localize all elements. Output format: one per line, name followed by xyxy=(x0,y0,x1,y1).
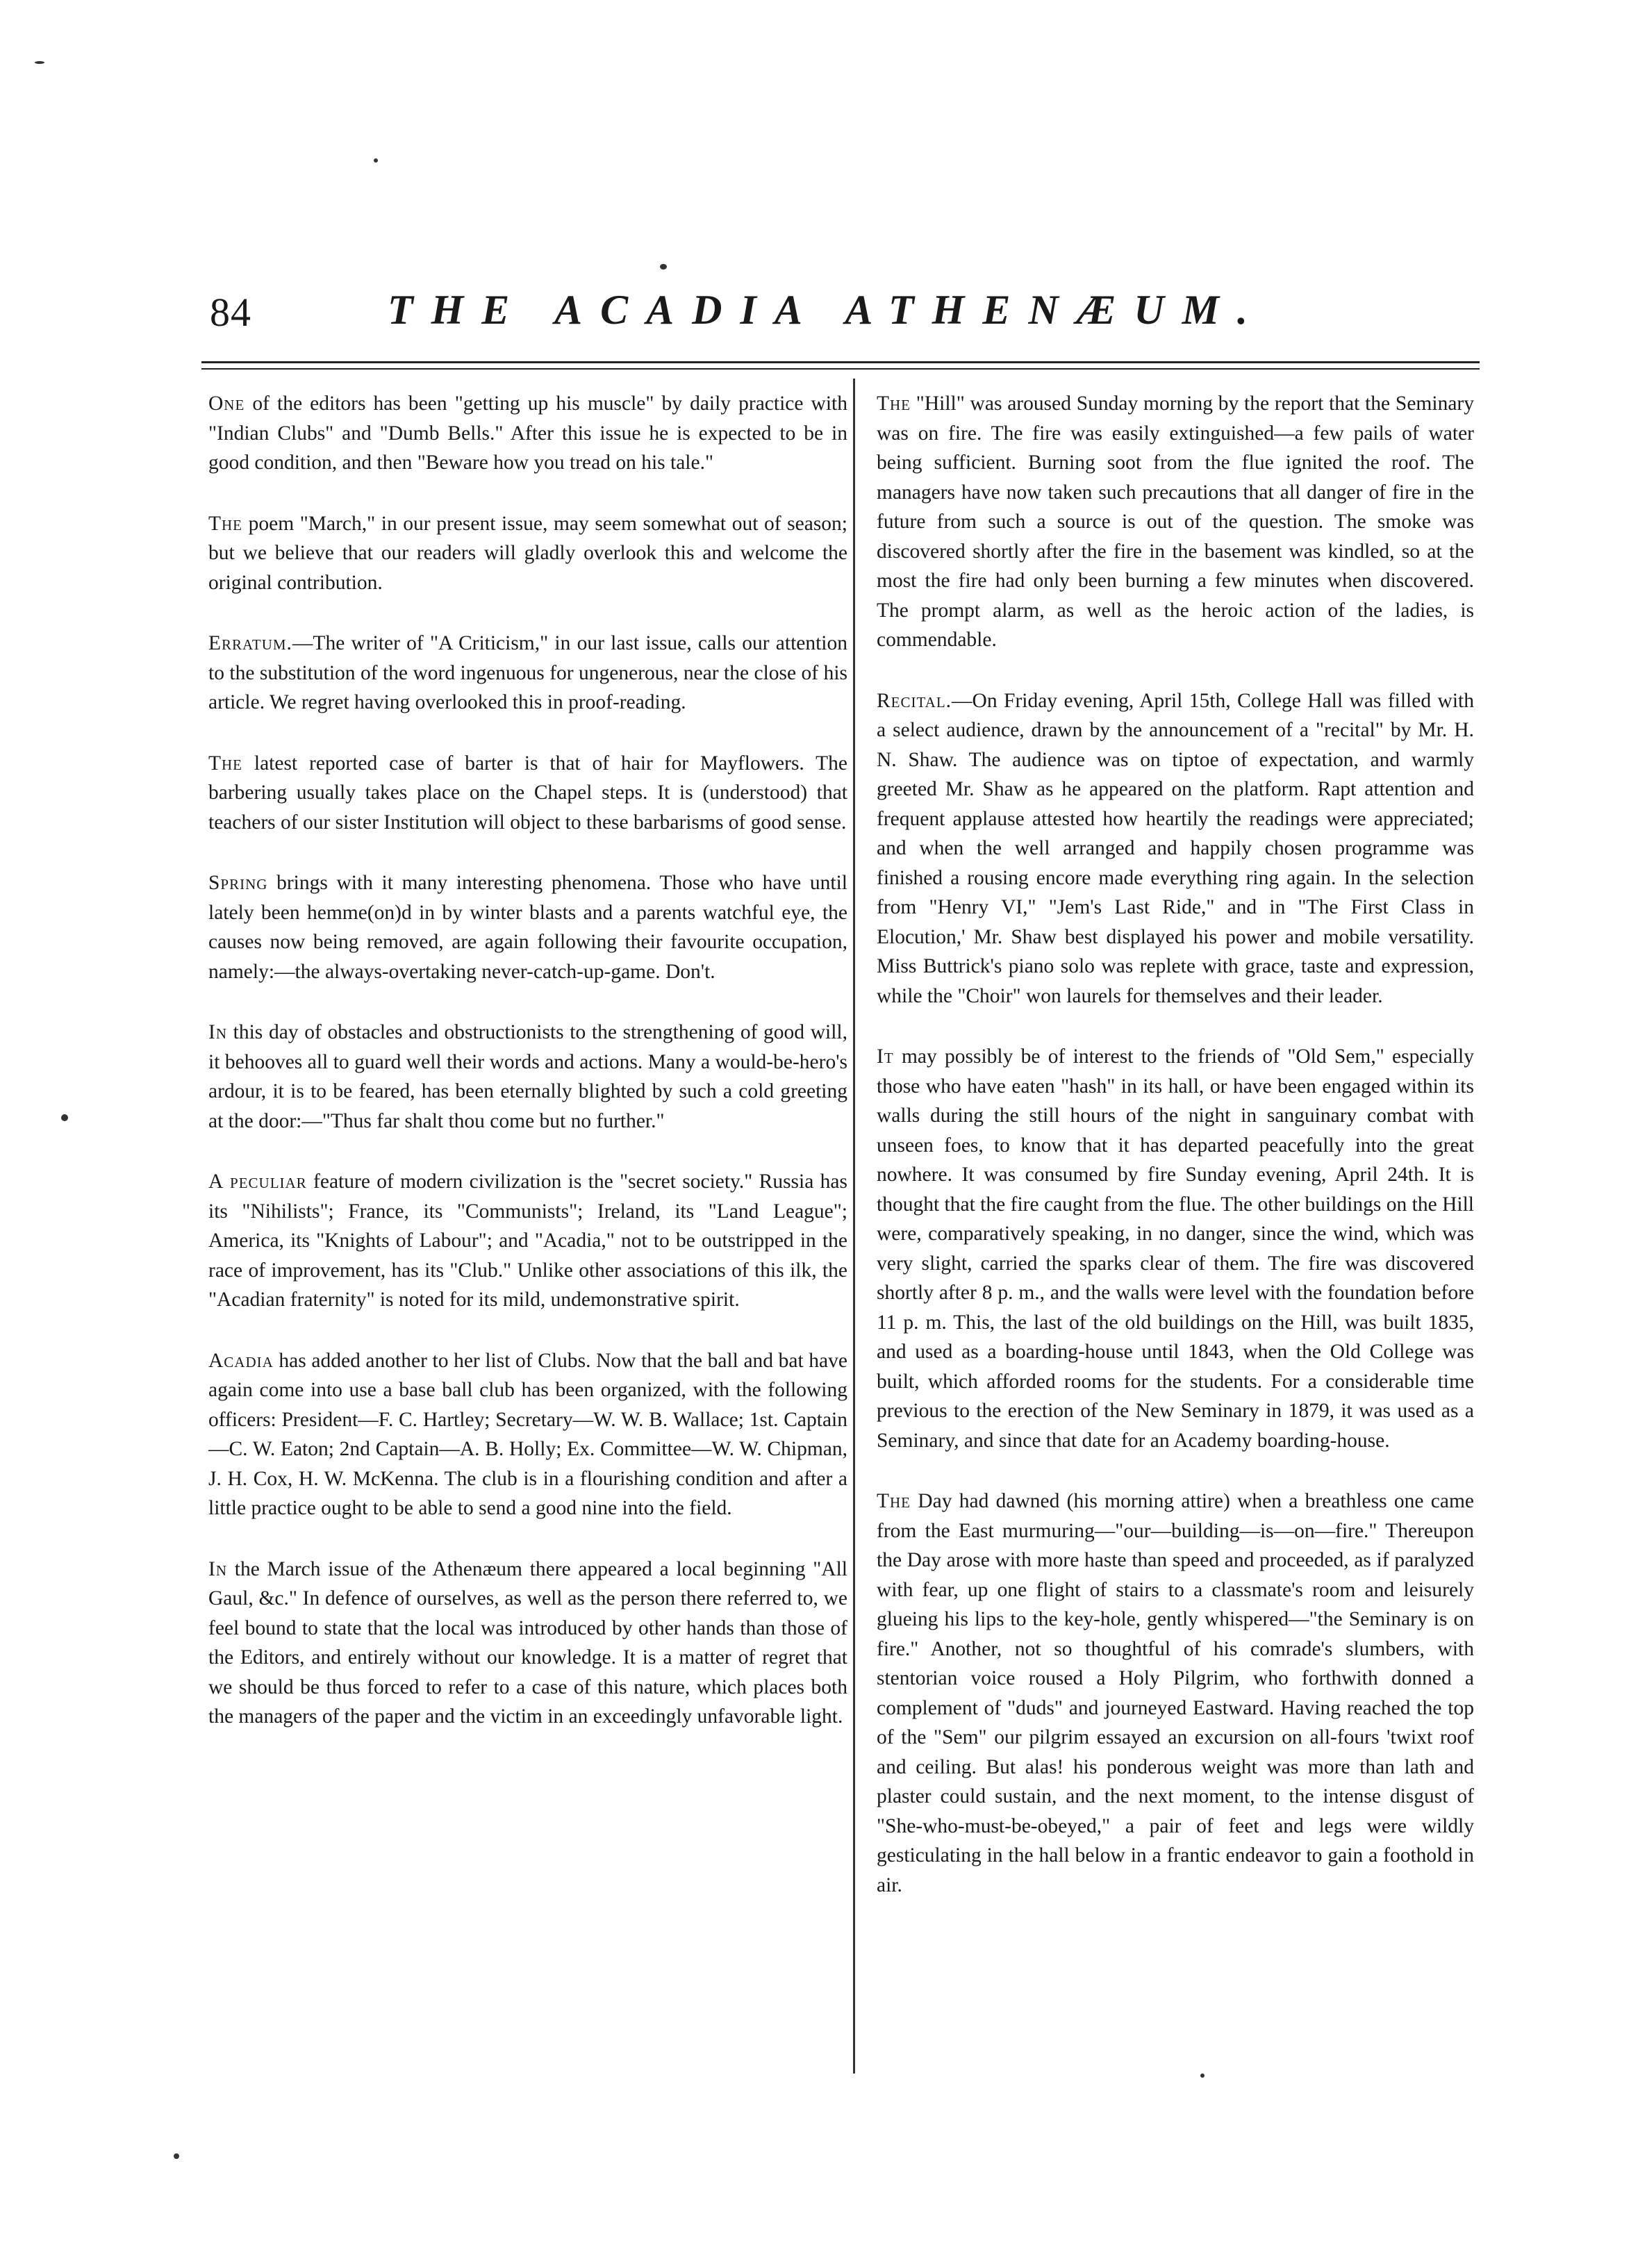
paragraph-lead: The xyxy=(208,512,243,535)
column-divider xyxy=(853,379,855,2074)
paragraph-lead: In xyxy=(208,1021,227,1043)
left-column-paragraph xyxy=(208,389,847,478)
paragraph-text: may possibly be of interest to the friends of "Old Sem," especially those who have eaten "hash" in its hall, or have been engaged within its walls during the still hours of the night in sanguinary combat with unseen foes, to know that it has departed peacefully into the great nowhere. It was consumed by fire Sunday evening, April 24th. It is thought that the fire caught from the flue. The other buildings on the Hill were, comparatively speaking, in no danger, since the wind, which was very slight, carried the sparks clear of them. The fire was discovered shortly after 8 p. m., and the walls were level with the foundation before 11 p. m. This, the last of the old buildings on the Hill, was built 1835, and used as a boarding-house until 1843, when the Old College was built, which afforded rooms for the students. For a considerable time previous to the erection of the New Seminary in 1879, it was used as a Seminary, and since that date for an Academy boarding-house. xyxy=(877,1045,1474,1452)
left-column-paragraph xyxy=(208,1167,847,1315)
right-column xyxy=(877,389,1474,1931)
left-column-paragraph xyxy=(208,1555,847,1732)
scan-speck xyxy=(174,2153,179,2159)
paragraph-lead: Spring xyxy=(208,872,268,894)
page-number: 84 xyxy=(210,290,251,335)
paragraph-text: has added another to her list of Clubs. Now that the ball and bat have again come into use a base ball club has been organized, with the following officers: President—F. C. Hartley; Secretary—W. W. B. Wallace; 1st. Captain—C. W. Eaton; 2nd Captain—A. B. Holly; Ex. Committee—W. W. Chipman, J. H. Cox, H. W. McKenna. The club is in a flourishing condition and after a little practice ought to be able to send a good nine into the field. xyxy=(208,1349,847,1519)
left-column-paragraph xyxy=(208,868,847,986)
paragraph-text: this day of obstacles and obstructionists to the strengthening of good will, it behooves all to guard well their words and actions. Many a would-be-hero's ardour, it is to be feared, has been eternally blighted by such a cold greeting at the door:—"Thus far shalt thou come but no further." xyxy=(208,1021,847,1132)
paragraph-text: the March issue of the Athenæum there appeared a local beginning "All Gaul, &c." In defence of ourselves, as well as the person there referred to, we feel bound to state that the local was introduced by other hands than those of the Editors, and entirely without our knowledge. It is a matter of regret that we should be thus forced to refer to a case of this nature, which places both the managers of the paper and the victim in an exceedingly unfavorable light. xyxy=(208,1557,847,1728)
paragraph-text: latest reported case of barter is that of hair for Mayflowers. The barbering usually takes place on the Chapel steps. It is (understood) that teachers of our sister Institution will object to these barbarisms of good sense. xyxy=(208,752,847,834)
paragraph-lead: Recital. xyxy=(877,689,952,712)
right-column-paragraph xyxy=(877,686,1474,1011)
right-column-paragraph xyxy=(877,1487,1474,1900)
paragraph-text: of the editors has been "getting up his muscle" by daily practice with "Indian Clubs" and "Dumb Bells." After this issue he is expected to be in good condition, and then "Beware how you tread on his tale." xyxy=(208,392,847,474)
left-column-paragraph xyxy=(208,1018,847,1136)
paragraph-lead: The xyxy=(877,392,911,415)
scan-speck xyxy=(61,1114,68,1121)
paragraph-lead: Erratum. xyxy=(208,632,292,654)
header-rule xyxy=(201,361,1480,363)
paragraph-text: —The writer of "A Criticism," in our last issue, calls our attention to the substitution of the word ingenuous for ungenerous, near the close of his article. We regret having overlooked this in proof-reading. xyxy=(208,632,847,713)
paragraph-text: "Hill" was aroused Sunday morning by the report that the Seminary was on fire. The fire was easily extinguished—a few pails of water being sufficient. Burning soot from the flue ignited the roof. The managers have now taken such precautions that all danger of fire in the future from such a source is out of the question. The smoke was discovered shortly after the fire in the basement was kindled, so at the most the fire had only been burning a few minutes when discovered. The prompt alarm, as well as the heroic action of the ladies, is commendable. xyxy=(877,392,1474,651)
paragraph-text: brings with it many interesting phenomena. Those who have until lately been hemme(on)d in by winter blasts and a parents watchful eye, the causes now being removed, are again following their favourite occupation, namely:—the always-overtaking never-catch-up-game. Don't. xyxy=(208,872,847,983)
scan-speck xyxy=(374,158,378,163)
paragraph-text: —On Friday evening, April 15th, College Hall was filled with a select audience, drawn by the announcement of a "recital" by Mr. H. N. Shaw. The audience was on tiptoe of expectation, and warmly greeted Mr. Shaw as he appeared on the platform. Rapt attention and frequent applause attested how heartily the readings were appreciated; and when the well arranged and happily chosen programme was finished a rousing encore made everything ring again. In the selection from "Henry VI," "Jem's Last Ride," and in "The First Class in Elocution,' Mr. Shaw best displayed his power and mobile versatility. Miss Buttrick's piano solo was replete with grace, taste and expression, while the "Choir" won laurels for themselves and their leader. xyxy=(877,689,1474,1007)
paragraph-lead: The xyxy=(877,1490,911,1512)
paragraph-lead: The xyxy=(208,752,243,775)
left-column xyxy=(208,389,847,1763)
paragraph-lead: In xyxy=(208,1557,227,1580)
left-column-paragraph xyxy=(208,629,847,718)
paragraph-lead: It xyxy=(877,1045,894,1068)
left-column-paragraph xyxy=(208,1346,847,1523)
running-title: THE ACADIA ATHENÆUM. xyxy=(387,287,1266,333)
paragraph-text: Day had dawned (his morning attire) when a breathless one came from the East murmuring—"our—building—is—on—fire." Thereupon the Day arose with more haste than speed and proceeded, as if paralyzed with fear, up one flight of stairs to a classmate's room and leisurely glueing his lips to the key-hole, gently whispered—"the Seminary is on fire." Another, not so thoughtful of his comrade's slumbers, with stentorian voice roused a Holy Pilgrim, who forthwith donned a complement of "duds" and journeyed Eastward. Having reached the top of the "Sem" our pilgrim essayed an excursion on all-fours 'twixt roof and ceiling. But alas! his ponderous weight was more than lath and plaster could sustain, and the next moment, to the intense disgust of "She-who-must-be-obeyed," a pair of feet and legs were wildly gesticulating in the hall below in a frantic endeavor to gain a foothold in air. xyxy=(877,1490,1474,1896)
paragraph-lead: A peculiar xyxy=(208,1170,307,1193)
paragraph-text: feature of modern civilization is the "secret society." Russia has its "Nihilists"; France, its "Communists"; Ireland, its "Land League"; America, its "Knights of Labour"; and "Acadia," not to be outstripped in the race of improvement, has its "Club." Unlike other associations of this ilk, the "Acadian fraternity" is noted for its mild, undemonstrative spirit. xyxy=(208,1170,847,1311)
paragraph-lead: One xyxy=(208,392,245,415)
left-column-paragraph xyxy=(208,749,847,838)
paragraph-text: poem "March," in our present issue, may seem somewhat out of season; but we believe that our readers will gladly overlook this and welcome the original contribution. xyxy=(208,512,847,594)
left-column-paragraph xyxy=(208,509,847,598)
paragraph-lead: Acadia xyxy=(208,1349,274,1372)
scan-speck xyxy=(35,61,44,64)
right-column-paragraph xyxy=(877,389,1474,655)
scan-speck xyxy=(1200,2074,1205,2078)
right-column-paragraph xyxy=(877,1042,1474,1455)
scan-speck xyxy=(660,264,667,270)
header-rule-secondary xyxy=(201,368,1480,370)
